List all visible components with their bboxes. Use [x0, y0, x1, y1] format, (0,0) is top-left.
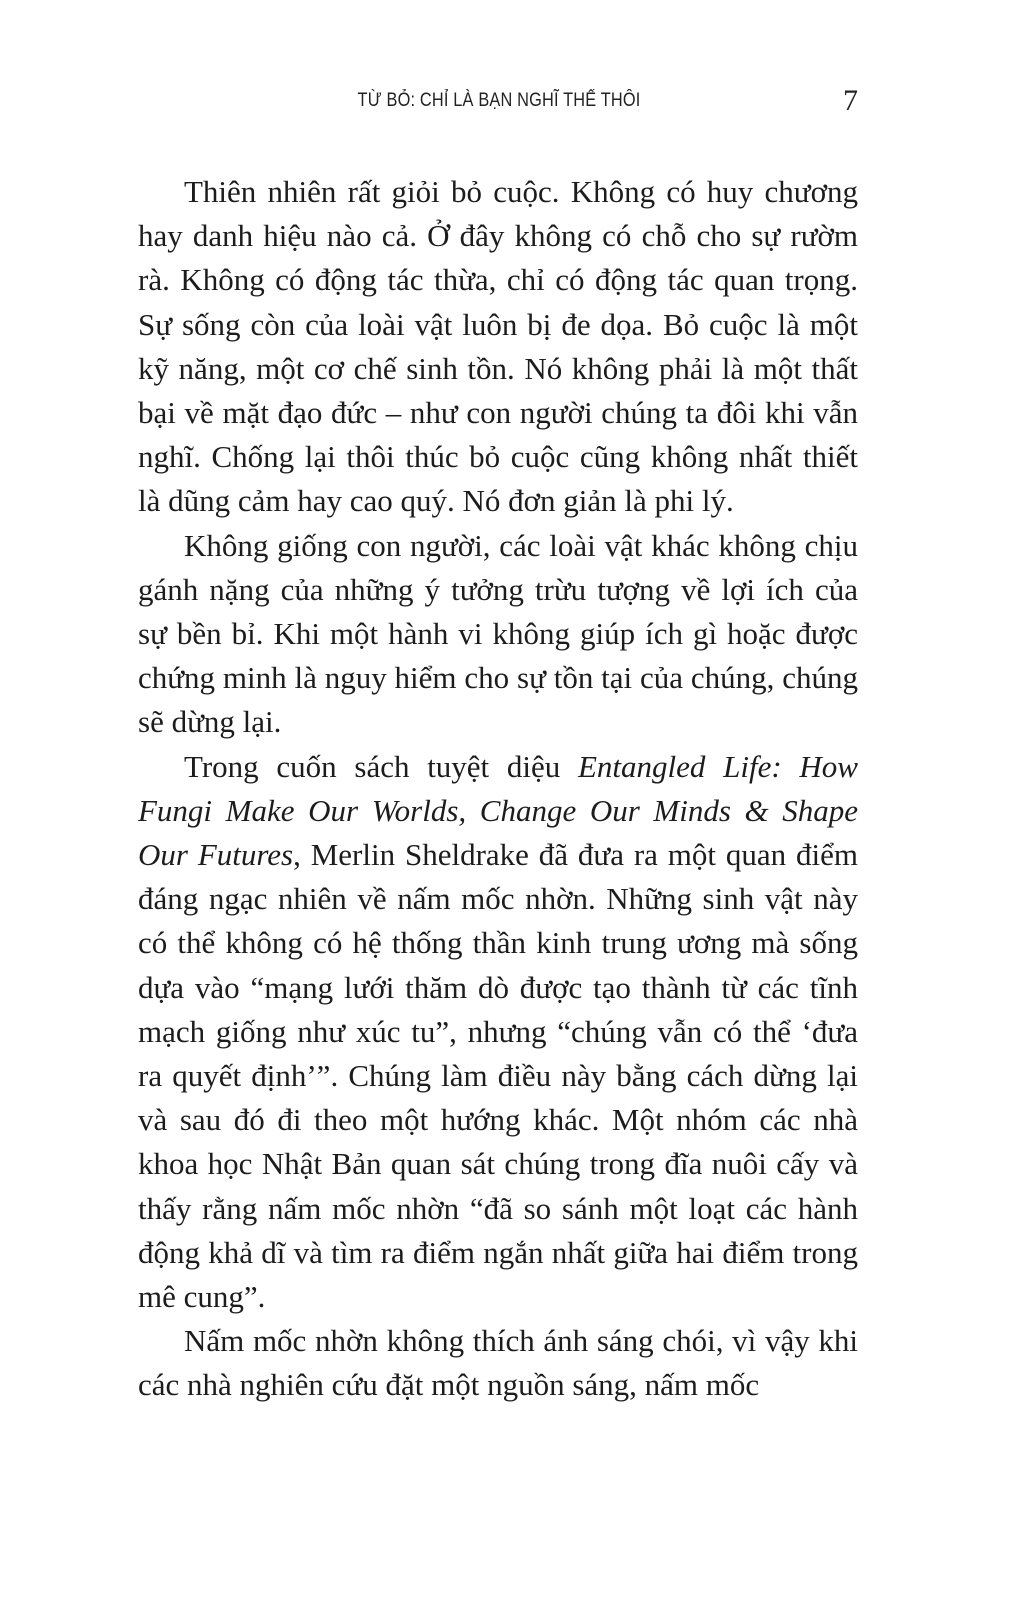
- book-title: Entangled Life: How Fungi Make Our Worlds, Change Our Minds & Shape Our Futures: [138, 748, 858, 873]
- paragraph-2: Không giống con người, các loài vật khác không chịu gánh nặng của những ý tưởng trừu tượng về lợi ích của sự bền bỉ. Khi một hành vi không giúp ích gì hoặc được chứng minh là nguy hiểm cho sự tồn tại của chúng, chúng sẽ dừng lại.: [138, 527, 858, 740]
- running-head: [140, 84, 858, 124]
- paragraph-3-rest: , Merlin Sheldrake đã đưa ra một quan điểm đáng ngạc nhiên về nấm mốc nhờn. Những sinh vật này có thể không có hệ thống thần kinh trung ương mà sống dựa vào “mạng lưới thăm dò được tạo thành từ các tĩnh mạch giống như xúc tu”, nhưng “chúng vẫn có thể ‘đưa ra quyết định’”. Chúng làm điều này bằng cách dừng lại và sau đó đi theo một hướng khác. Một nhóm các nhà khoa học Nhật Bản quan sát chúng trong đĩa nuôi cấy và thấy rằng nấm mốc nhờn “đã so sánh một loạt các hành động khả dĩ và tìm ra điểm ngắn nhất giữa hai điểm trong mê cung”.: [138, 837, 858, 1315]
- paragraph-3-lead: Trong cuốn sách tuyệt diệu: [184, 748, 578, 784]
- paragraph-3: [138, 745, 858, 1320]
- paragraph-1: Thiên nhiên rất giỏi bỏ cuộc. Không có huy chương hay danh hiệu nào cả. Ở đây không có chỗ cho sự rườm rà. Không có động tác thừa, chỉ có động tác quan trọng. Sự sống còn của loài vật luôn bị đe dọa. Bỏ cuộc là một kỹ năng, một cơ chế sinh tồn. Nó không phải là một thất bại về mặt đạo đức – như con người chúng ta đôi khi vẫn nghĩ. Chống lại thôi thúc bỏ cuộc cũng không nhất thiết là dũng cảm hay cao quý. Nó đơn giản là phi lý.: [138, 174, 858, 519]
- body-text: [138, 170, 858, 1408]
- running-title: TỪ BỎ: CHỈ LÀ BẠN NGHĨ THẾ THÔI: [357, 90, 641, 111]
- paragraph-4: Nấm mốc nhờn không thích ánh sáng chói, vì vậy khi các nhà nghiên cứu đặt một nguồn sáng, nấm mốc: [138, 1323, 858, 1403]
- page-number: 7: [843, 84, 858, 117]
